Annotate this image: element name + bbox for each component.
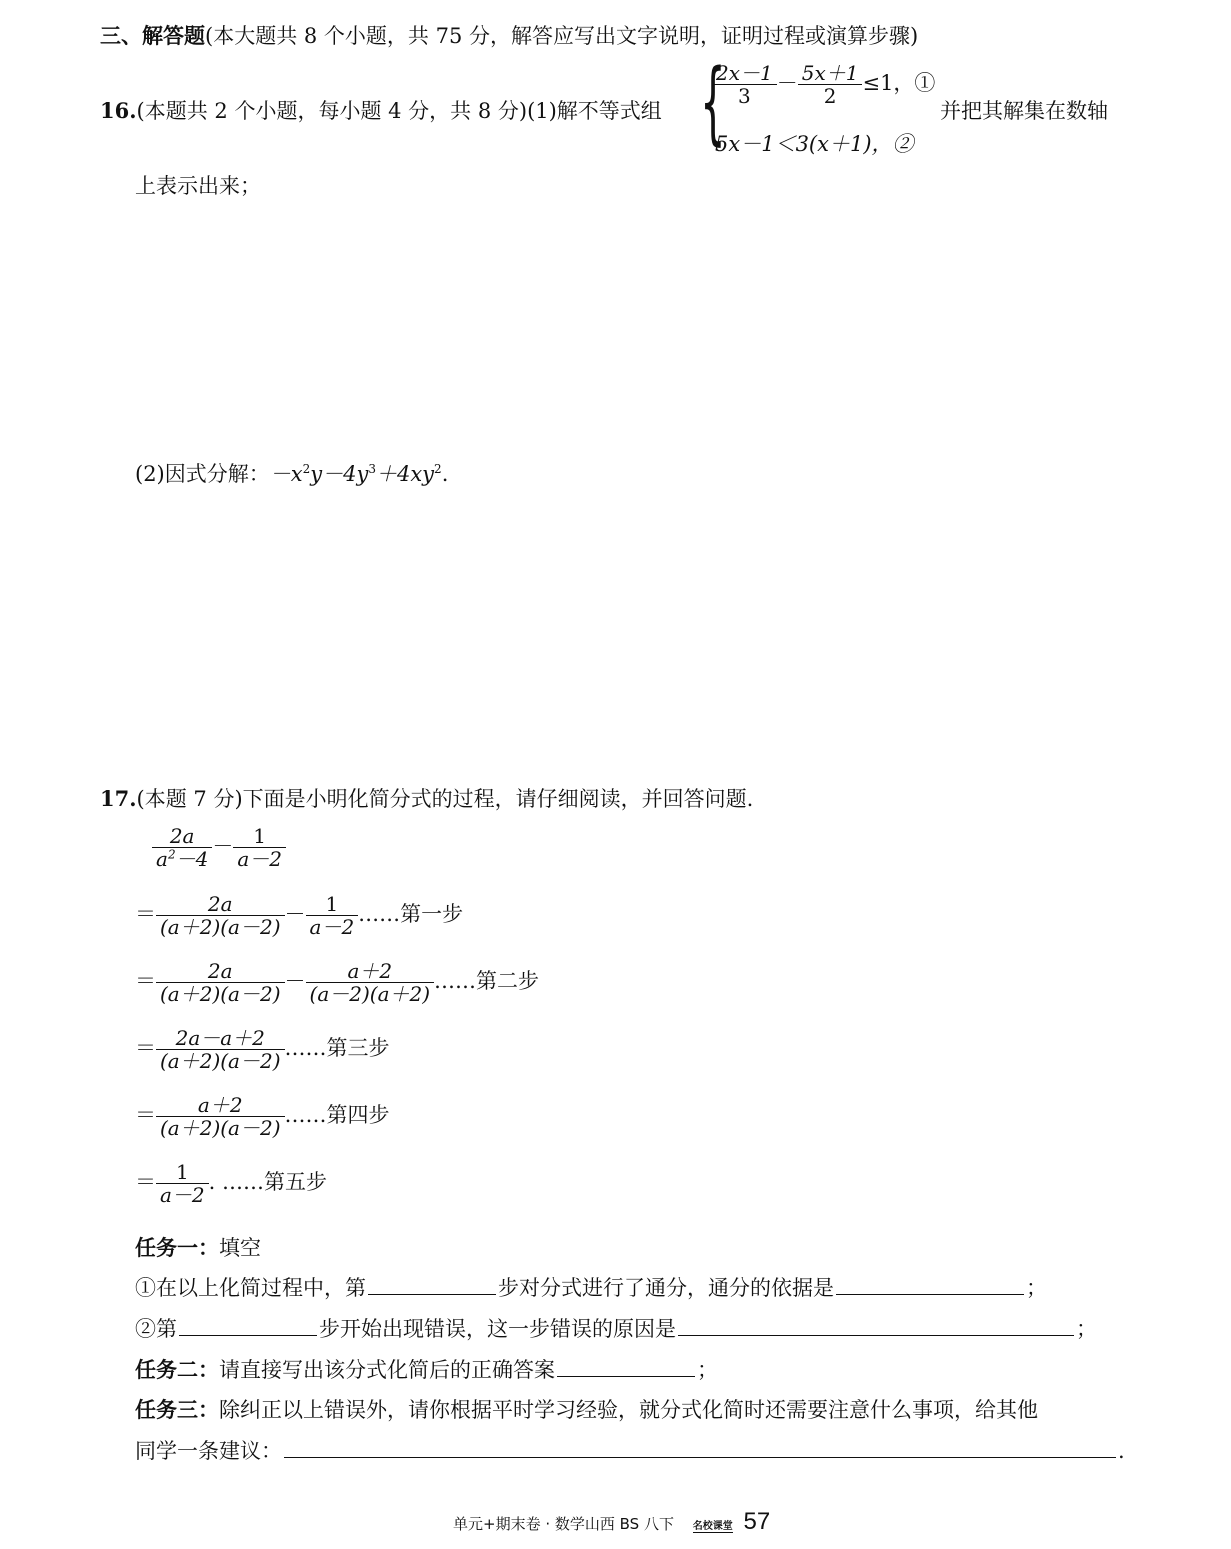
section-title: 三、解答题	[100, 23, 205, 48]
blank-suggestion[interactable]	[284, 1456, 1116, 1458]
task1-item2: ②第 步开始出现错误，这一步错误的原因是 ；	[135, 1317, 1097, 1341]
blank-basis[interactable]	[836, 1293, 1024, 1295]
section-heading	[100, 20, 918, 50]
frac-5x+1-over-2: $\frac{5x+1}{2}$	[798, 62, 863, 107]
q17-number: 17.	[100, 786, 137, 811]
footer-text: 单元+期末卷 · 数学山西 BS 八下	[453, 1515, 674, 1533]
q17-step1: ＝ $\frac{2a}{(a+2)(a-2)}$ － $\frac{1}{a-2}$ ……第一步	[135, 892, 464, 939]
task3-line2: 同学一条建议： .	[135, 1439, 1125, 1463]
blank-step-number[interactable]	[368, 1293, 496, 1295]
blank-error-reason[interactable]	[678, 1334, 1074, 1336]
q17-step3: ＝ $\frac{2a-a+2}{(a+2)(a-2)}$ ……第三步	[135, 1026, 390, 1073]
task1-item1: ①在以上化简过程中，第 步对分式进行了通分，通分的依据是 ；	[135, 1276, 1047, 1300]
q17-step4: ＝ $\frac{a+2}{(a+2)(a-2)}$ ……第四步	[135, 1093, 390, 1140]
q16-line1	[100, 95, 662, 125]
q16-intro: (本题共 2 个小题，每小题 4 分，共 8 分)(1)解不等式组	[136, 99, 662, 123]
footer	[453, 1508, 770, 1536]
q17-line1	[100, 783, 753, 813]
blank-correct-answer[interactable]	[557, 1375, 695, 1377]
blank-error-step[interactable]	[179, 1334, 317, 1336]
task2: 任务二：请直接写出该分式化简后的正确答案 ；	[135, 1357, 718, 1382]
q17-intro: (本题 7 分)下面是小明化简分式的过程，请仔细阅读，并回答问题.	[136, 787, 754, 811]
section-note: (本大题共 8 个小题，共 75 分，解答应写出文字说明，证明过程或演算步骤)	[205, 24, 919, 48]
q17-step5: ＝ $\frac{1}{a-2}$ . ……第五步	[135, 1160, 328, 1207]
q16-ineq2: 5x－1＜3(x＋1)，②	[715, 132, 914, 156]
publisher-logo: 名校课堂	[692, 1521, 733, 1532]
q17-step2: ＝ $\frac{2a}{(a+2)(a-2)}$ － $\frac{a+2}{(a-2)(a+2)}$ ……第二步	[135, 959, 540, 1006]
q17-expr0: $\frac{2a}{a^2-4}$ － $\frac{1}{a-2}$	[152, 825, 286, 870]
q16-line2: 上表示出来；	[135, 174, 261, 198]
frac-2x-1-over-3: $\frac{2x-1}{3}$	[712, 62, 777, 107]
task1-heading: 任务一：填空	[135, 1235, 261, 1260]
q16-after: 并把其解集在数轴	[940, 99, 1108, 123]
q16-brace: {	[700, 50, 726, 155]
task3: 任务三：除纠正以上错误外，请你根据平时学习经验，就分式化简时还需要注意什么事项，给其他	[135, 1397, 1038, 1422]
q16-part2: (2)因式分解：$-x^2y-4y^3+4xy^2$.	[135, 462, 449, 486]
q16-number: 16.	[100, 98, 137, 123]
q16-ineq1: $\frac{2x-1}{3}$ － $\frac{5x+1}{2}$ ≤1，①	[712, 62, 935, 107]
page-number: 57	[743, 1508, 771, 1535]
